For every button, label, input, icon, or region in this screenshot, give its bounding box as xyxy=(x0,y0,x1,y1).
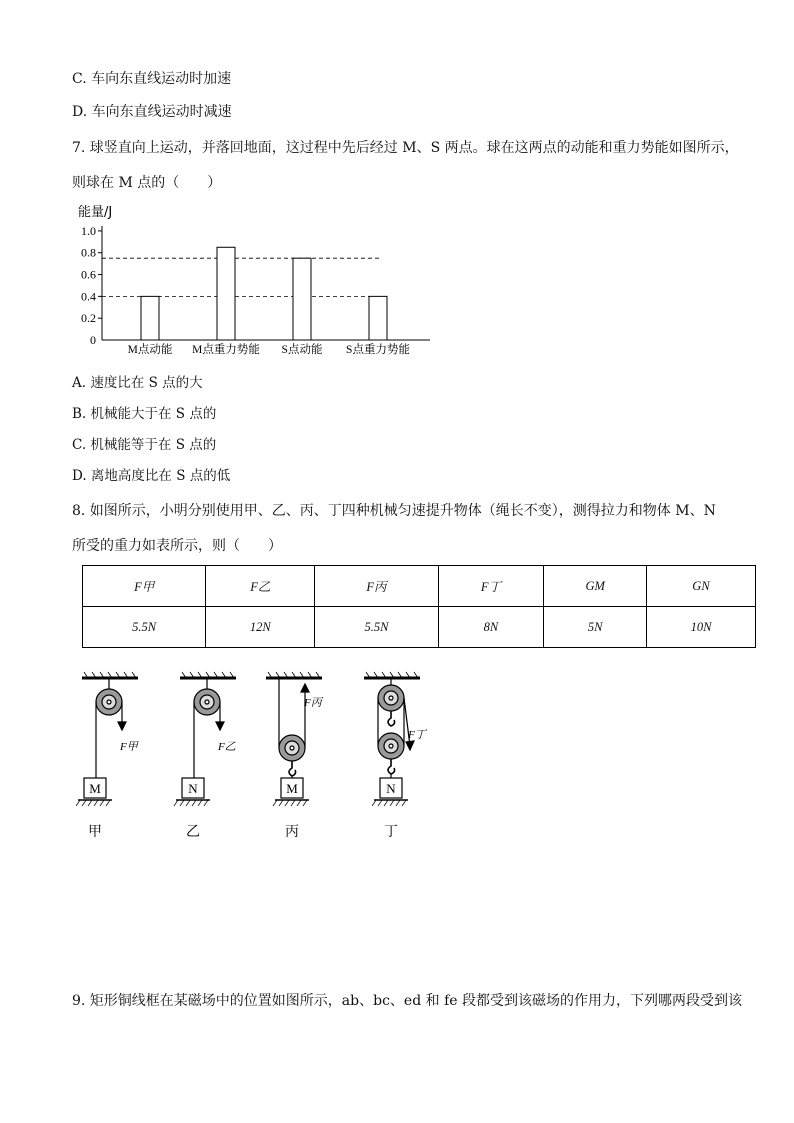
x-tick-label: M点动能 xyxy=(127,344,173,356)
table-header-row xyxy=(83,566,756,607)
table-cell: 12N xyxy=(206,607,315,648)
q6-option-d: D. 车向东直线运动时减速 xyxy=(72,104,232,120)
table-cell: 5.5N xyxy=(83,607,206,648)
load-label: M xyxy=(286,781,298,796)
q6-option-c: C. 车向东直线运动时加速 xyxy=(72,71,232,87)
q7-option-a: A. 速度比在 S 点的大 xyxy=(72,375,203,391)
hook-icon xyxy=(388,759,395,774)
table-header-cell: F甲 xyxy=(83,566,206,607)
q7-option-c: C. 机械能等于在 S 点的 xyxy=(72,437,217,453)
y-tick-label: 0.4 xyxy=(81,289,96,304)
table-row xyxy=(83,607,756,648)
table-cell: 5.5N xyxy=(315,607,438,648)
pulley-diagrams xyxy=(72,668,432,848)
table-header-cell: F乙 xyxy=(206,566,315,607)
force-table xyxy=(82,565,756,648)
x-tick-label: M点重力势能 xyxy=(192,344,260,356)
q8-stem-line2: 所受的重力如表所示，则（ ） xyxy=(72,538,282,554)
pulley-system-yi xyxy=(174,672,236,806)
caption-jia: 甲 xyxy=(88,824,102,840)
y-tick-label: 0.2 xyxy=(81,311,96,326)
bar xyxy=(217,247,235,340)
table-header-cell: F丙 xyxy=(315,566,438,607)
bar xyxy=(369,296,387,340)
y-tick-label: 0.6 xyxy=(81,267,96,282)
load-label: N xyxy=(386,781,396,796)
table-header-cell: GN xyxy=(646,566,755,607)
table-cell: 10N xyxy=(646,607,755,648)
hook-icon xyxy=(289,761,296,776)
x-tick-label: S点重力势能 xyxy=(346,344,410,356)
bar xyxy=(293,258,311,340)
table-cell: 5N xyxy=(544,607,647,648)
caption-bing: 丙 xyxy=(285,824,299,840)
load-label: N xyxy=(188,781,198,796)
y-tick-label: 1.0 xyxy=(81,223,96,238)
y-tick-label: 0.8 xyxy=(81,245,96,260)
table-header-cell: F丁 xyxy=(438,566,544,607)
caption-ding: 丁 xyxy=(384,824,398,840)
caption-yi: 乙 xyxy=(186,824,200,840)
table-header-cell: GM xyxy=(544,566,647,607)
bar xyxy=(141,296,159,340)
force-label: F丙 xyxy=(304,697,322,709)
y-axis-label: 能量/J xyxy=(78,205,113,220)
energy-bar-chart xyxy=(72,200,452,360)
q7-option-d: D. 离地高度比在 S 点的低 xyxy=(72,468,231,484)
q7-option-b: B. 机械能大于在 S 点的 xyxy=(72,406,217,422)
q7-stem-line2: 则球在 M 点的（ ） xyxy=(72,175,222,191)
q7-stem-line1: 7. 球竖直向上运动，并落回地面，这过程中先后经过 M、S 两点。球在这两点的动能和重力势能如图所示， xyxy=(72,140,739,156)
force-label: F乙 xyxy=(218,741,236,753)
q8-stem-line1: 8. 如图所示，小明分别使用甲、乙、丙、丁四种机械匀速提升物体（绳长不变），测得拉力和物体 M、N xyxy=(72,503,716,519)
y-tick-label: 0 xyxy=(90,333,96,347)
force-label: F丁 xyxy=(408,729,426,741)
x-tick-label: S点动能 xyxy=(281,344,323,356)
pulley-system-jia xyxy=(76,672,138,806)
force-label: F甲 xyxy=(120,741,138,753)
q9-stem-line1: 9. 矩形铜线框在某磁场中的位置如图所示，ab、bc、ed 和 fe 段都受到该磁场的作用力，下列哪两段受到该 xyxy=(72,993,742,1009)
load-label: M xyxy=(89,781,101,796)
table-cell: 8N xyxy=(438,607,544,648)
